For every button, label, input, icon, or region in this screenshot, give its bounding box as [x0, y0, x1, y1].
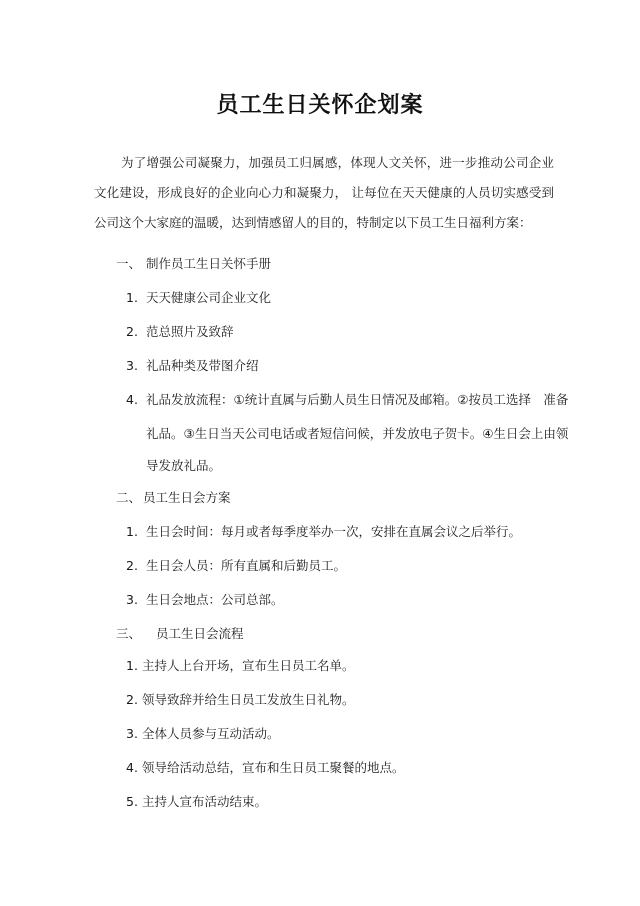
- section-heading-text: 制作员工生日关怀手册: [146, 256, 272, 271]
- item-text: 领导致辞并给生日员工发放生日礼物。: [142, 692, 355, 707]
- item-number: 2.: [126, 558, 138, 573]
- item-text: 生日会人员：所有直属和后勤员工。: [146, 558, 347, 573]
- list-item: [126, 556, 346, 576]
- section-heading-text: 员工生日会方案: [143, 490, 231, 505]
- section-heading-1: [116, 254, 271, 274]
- section-heading-2: [116, 488, 231, 508]
- item-text: 主持人上台开场，宣布生日员工名单。: [142, 658, 355, 673]
- item-text: 主持人宣布活动结束。: [142, 794, 268, 809]
- list-item: [126, 758, 405, 778]
- intro-paragraph: 为了增强公司凝聚力，加强员工归属感，体现人文关怀，进一步推动公司企业文化建设，形成良好的企业向心力和凝聚力， 让每位在天天健康的人员切实感受到公司这个大家庭的温暖，达到情感留人的目的，特制定以下员工生日福利方案：: [94, 155, 554, 230]
- item-text: 全体人员参与互动活动。: [142, 726, 280, 741]
- list-item: [126, 792, 267, 812]
- item-text: 天天健康公司企业文化: [146, 290, 272, 305]
- item-number: 4.: [126, 392, 138, 407]
- document-title: 员工生日关怀企划案: [216, 93, 424, 118]
- list-item: [126, 288, 271, 308]
- list-item: [126, 656, 355, 676]
- list-item: [126, 390, 568, 410]
- list-item: [126, 322, 234, 342]
- section-number: 一、: [116, 256, 142, 271]
- item-text: 生日会时间：每月或者每季度举办一次，安排在直属会议之后举行。: [146, 524, 522, 539]
- item-number: 1.: [126, 524, 138, 539]
- section-heading-text: 员工生日会流程: [156, 626, 244, 641]
- list-item: [126, 356, 259, 376]
- section-heading-3: [116, 624, 244, 644]
- section-number: 三、: [116, 626, 142, 641]
- list-item: [126, 690, 355, 710]
- item-number: 1.: [126, 658, 138, 673]
- item-number: 5.: [126, 794, 138, 809]
- item-text: 礼品种类及带图介绍: [146, 358, 259, 373]
- list-item: [126, 724, 280, 744]
- item-number: 2.: [126, 324, 138, 339]
- item-continuation: 导发放礼品。: [146, 458, 222, 473]
- item-number: 2.: [126, 692, 138, 707]
- item-text: 礼品发放流程：①统计直属与后勤人员生日情况及邮箱。②按员工选择 准备: [146, 392, 569, 407]
- item-number: 3.: [126, 592, 138, 607]
- item-text: 领导给活动总结，宣布和生日员工聚餐的地点。: [142, 760, 405, 775]
- item-number: 3.: [126, 358, 138, 373]
- item-text: 范总照片及致辞: [146, 324, 234, 339]
- list-item: [126, 522, 521, 542]
- section-number: 二、: [116, 490, 142, 505]
- item-number: 4.: [126, 760, 138, 775]
- item-text: 生日会地点：公司总部。: [146, 592, 284, 607]
- item-number: 1.: [126, 290, 138, 305]
- item-number: 3.: [126, 726, 138, 741]
- item-continuation: 礼品。③生日当天公司电话或者短信问候，并发放电子贺卡。④生日会上由领: [146, 426, 569, 441]
- list-item: [126, 590, 284, 610]
